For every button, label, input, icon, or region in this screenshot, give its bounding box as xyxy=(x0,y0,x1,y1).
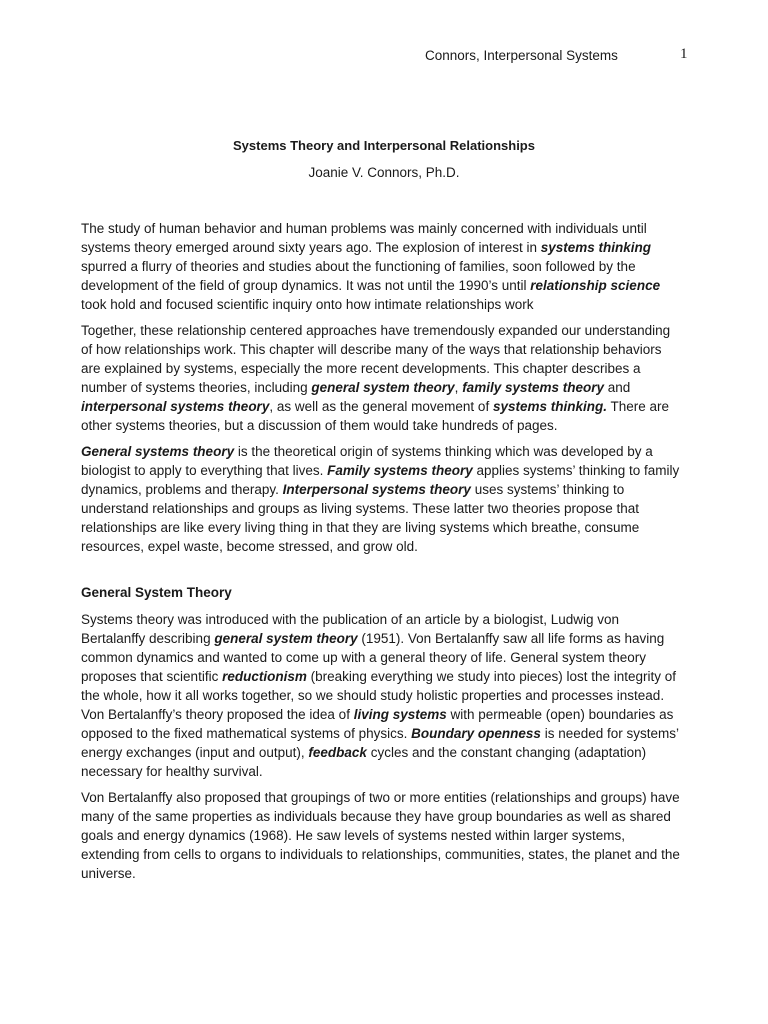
running-head: Connors, Interpersonal Systems xyxy=(425,48,618,63)
text-run: There are other systems theories, but a discussion of them would take hundreds of pages. xyxy=(81,399,670,433)
emphasis-term: family systems theory xyxy=(462,380,605,395)
emphasis-term: interpersonal systems theory xyxy=(81,399,270,414)
paragraph xyxy=(81,788,683,883)
text-run: The study of human behavior and human problems was mainly concerned with individuals until systems theory emerged around sixty years ago. The explosion of interest in xyxy=(81,221,647,255)
text-run: uses systems’ thinking to understand relationships and groups as living systems. These latter two theories propose that relationships are like every living thing in that they are living systems which breathe, consume resources, expel waste, become stressed, and grow old. xyxy=(81,482,640,554)
document-title: Systems Theory and Interpersonal Relationships xyxy=(233,138,535,153)
paragraph xyxy=(81,610,683,781)
text-run: (1951). Von Bertalanffy saw all life forms as having common dynamics and wanted to come up with a general theory of life. General system theory proposes that scientific xyxy=(81,631,665,684)
emphasis-term: relationship science xyxy=(530,278,661,293)
emphasis-term: feedback xyxy=(308,745,367,760)
emphasis-term: living systems xyxy=(353,707,447,722)
text-run: is the theoretical origin of systems thinking which was developed by a biologist to apply to everything that lives. xyxy=(81,444,653,478)
text-run: is needed for systems’ energy exchanges (input and output), xyxy=(81,726,679,760)
emphasis-term: Boundary openness xyxy=(411,726,541,741)
text-run: spurred a flurry of theories and studies about the functioning of families, soon followed by the development of the field of group dynamics. It was not until the 1990’s until xyxy=(81,259,636,293)
text-run: , xyxy=(454,380,463,395)
emphasis-term: general system theory xyxy=(311,380,455,395)
document-author: Joanie V. Connors, Ph.D. xyxy=(308,165,460,180)
emphasis-term: Interpersonal systems theory xyxy=(282,482,471,497)
text-run: Systems theory was introduced with the publication of an article by a biologist, Ludwig von Bertalanffy describing xyxy=(81,612,620,646)
text-run: Von Bertalanffy also proposed that groupings of two or more entities (relationships and groups) have many of the same properties as individuals because they have group boundaries as well as shared goals and energy dynamics (1968). He saw levels of systems nested within larger systems, extending from cells to organs to individuals to relationships, communities, states, the planet and the universe. xyxy=(81,790,680,881)
text-run: and xyxy=(604,380,631,395)
paragraph xyxy=(81,442,683,556)
text-run: , as well as the general movement of xyxy=(269,399,493,414)
text-run: took hold and focused scientific inquiry onto how intimate relationships work xyxy=(81,297,534,312)
paragraph xyxy=(81,321,683,435)
text-run: applies systems’ thinking to family dynamics, problems and therapy. xyxy=(81,463,680,497)
emphasis-term: reductionism xyxy=(222,669,307,684)
document-body xyxy=(81,219,683,890)
emphasis-term: systems thinking. xyxy=(492,399,607,414)
text-run: Together, these relationship centered approaches have tremendously expanded our understanding of how relationships work. This chapter will describe many of the ways that relationship behaviors are explained by systems, especially the more recent developments. This chapter describes a number of systems theories, including xyxy=(81,323,671,395)
page-number: 1 xyxy=(680,46,688,62)
emphasis-term: General systems theory xyxy=(81,444,235,459)
emphasis-term: systems thinking xyxy=(540,240,652,255)
paragraph xyxy=(81,219,683,314)
text-run: (breaking everything we study into pieces) lost the integrity of the whole, how it all works together, so we should study holistic properties and processes instead. Von Bertalanffy’s theory proposed the idea of xyxy=(81,669,677,722)
text-run: with permeable (open) boundaries as opposed to the fixed mathematical systems of physics. xyxy=(81,707,674,741)
emphasis-term: Family systems theory xyxy=(327,463,473,478)
section-heading: General System Theory xyxy=(81,585,232,600)
text-run: cycles and the constant changing (adaptation) necessary for healthy survival. xyxy=(81,745,647,779)
emphasis-term: general system theory xyxy=(214,631,358,646)
